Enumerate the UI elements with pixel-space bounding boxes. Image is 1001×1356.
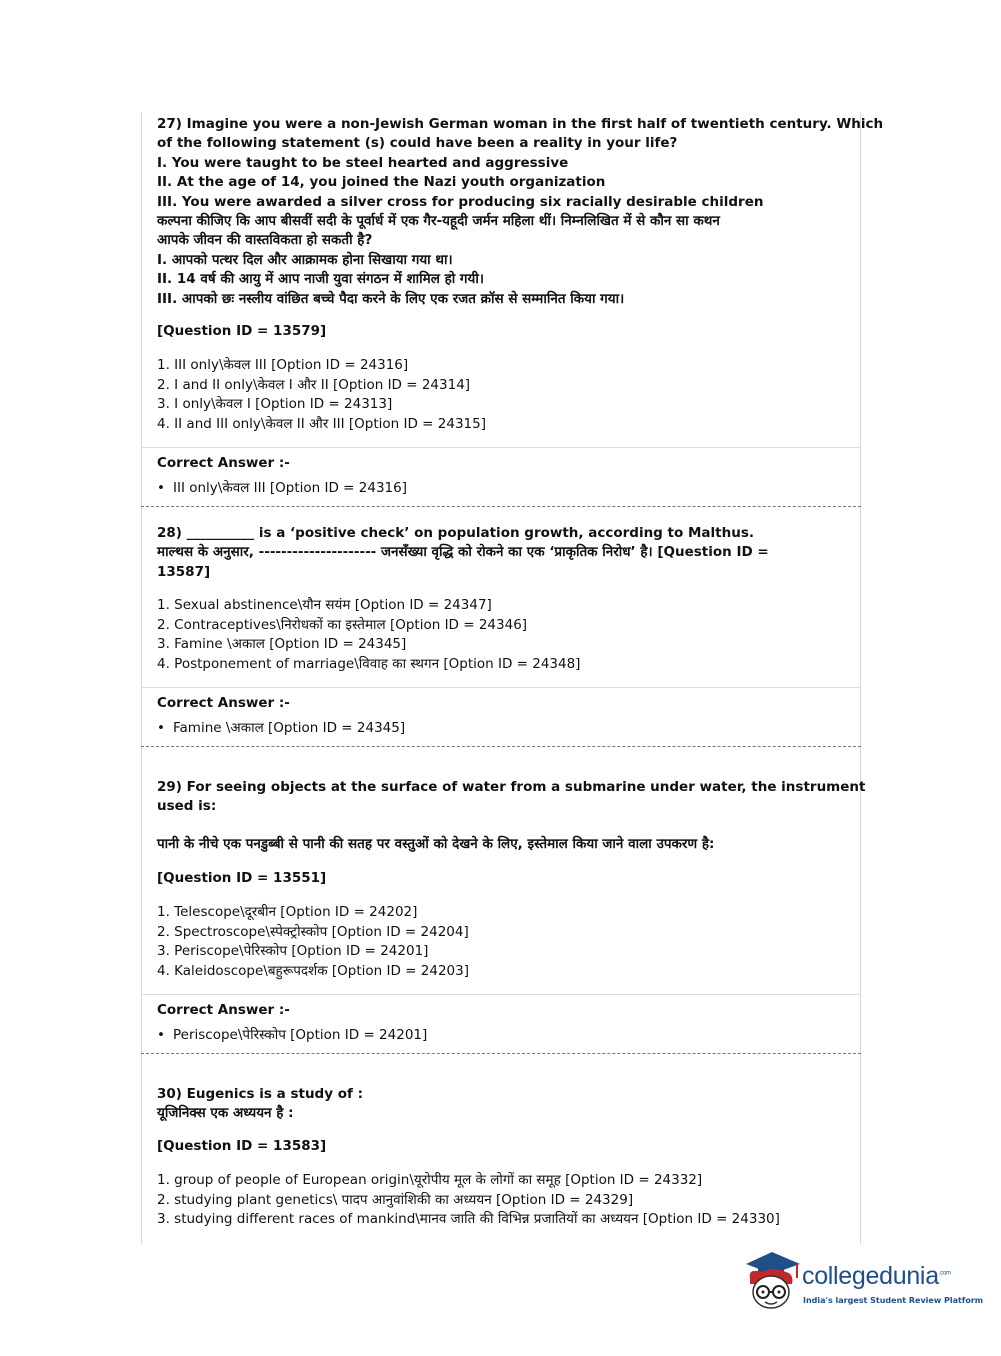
option-item: 2. I and II only\केवल I और II [Option ID = 24314] [157,376,471,393]
question-27-id: [Question ID = 13579] [157,323,327,339]
divider [141,687,861,688]
option-item: 2. studying plant genetics\ पादप आनुवांशिकी का अध्ययन [Option ID = 24329] [157,1191,634,1208]
question-line: II. 14 वर्ष की आयु में आप नाजी युवा संगठन में शामिल हो गयी। [157,271,484,288]
bullet-icon: • [157,480,165,496]
question-30-options [157,1171,847,1230]
question-28-text [157,524,847,582]
correct-answer-text: III only\केवल III [Option ID = 24316] [173,480,407,496]
question-line: 29) For seeing objects at the surface of water from a submarine under water, the instrument [157,779,866,795]
bullet-icon: • [157,720,165,736]
mascot-icon [742,1250,802,1316]
question-27-text [157,115,884,309]
question-30-text [157,1085,847,1124]
bullet-icon: • [157,1027,165,1043]
collegedunia-logo [742,1250,984,1316]
correct-answer-item [157,478,847,496]
option-item: 3. Famine \अकाल [Option ID = 24345] [157,636,407,652]
question-line: III. You were awarded a silver cross for producing six racially desirable children [157,193,764,210]
option-item: 1. Telescope\दूरबीन [Option ID = 24202] [157,904,418,920]
option-item: 1. Sexual abstinence\यौन सयंम [Option ID = 24347] [157,597,492,613]
option-item: 4. Kaleidoscope\बहुरूपदर्शक [Option ID = 24203] [157,962,469,979]
question-line: आपके जीवन की वास्तविकता हो सकती है? [157,232,373,249]
logo-tagline: India's largest Student Review Platform [803,1296,984,1305]
correct-answer-title: Correct Answer :- [157,455,290,471]
option-item: 3. studying different races of mankind\मानव जाति की विभिन्न प्रजातियों का अध्ययन [Option ID = 24330] [157,1211,780,1227]
correct-answer-text: Periscope\पेरिस्कोप [Option ID = 24201] [173,1027,428,1043]
correct-answer-title: Correct Answer :- [157,1002,290,1018]
correct-answer-item [157,718,847,736]
question-line: I. आपको पत्थर दिल और आक्रामक होना सिखाया गया था। [157,251,453,268]
correct-answer-item [157,1025,847,1043]
correct-answer-title: Correct Answer :- [157,695,290,711]
option-item: 3. I only\केवल I [Option ID = 24313] [157,396,393,412]
divider [141,447,861,448]
question-line: I. You were taught to be steel hearted and aggressive [157,154,569,171]
option-item: 4. II and III only\केवल II और III [Option ID = 24315] [157,415,486,432]
question-27-options [157,356,847,434]
option-item: 3. Periscope\पेरिस्कोप [Option ID = 24201] [157,943,429,959]
option-item: 4. Postponement of marriage\विवाह का स्थगन [Option ID = 24348] [157,655,581,672]
question-29-text [157,778,866,817]
option-item: 1. group of people of European origin\यूरोपीय मूल के लोगों का समूह [Option ID = 24332] [157,1172,703,1188]
option-item: 1. III only\केवल III [Option ID = 24316] [157,357,409,373]
logo-wordmark: collegedunia$^{.com}$ [802,1262,951,1290]
question-line: माल्थस के अनुसार, --------------------- जनसँख्या वृद्धि को रोकने का एक ‘प्राकृतिक निरोध’ है। [Question ID = [157,544,769,561]
question-line: 27) Imagine you were a non-Jewish German woman in the first half of twentieth century. Which [157,116,884,132]
question-29-options [157,903,847,981]
question-separator [141,506,861,507]
question-line: कल्पना कीजिए कि आप बीसवीं सदी के पूर्वार्ध में एक गैर-यहूदी जर्मन महिला थीं। निम्नलिखित में से कौन सा कथन [157,213,720,230]
question-28-options [157,596,847,674]
question-29-id: [Question ID = 13551] [157,870,327,886]
divider [141,994,861,995]
question-separator [141,746,861,747]
option-item: 2. Contraceptives\निरोधकों का इस्तेमाल [Option ID = 24346] [157,616,528,633]
question-line: II. At the age of 14, you joined the Nazi youth organization [157,174,606,191]
question-29-hindi [157,835,847,854]
question-line: III. आपको छः नस्लीय वांछित बच्चे पैदा करने के लिए एक रजत क्रॉस से सम्मानित किया गया। [157,290,625,307]
question-line: 28) __________ is a ‘positive check’ on population growth, according to Malthus. [157,525,754,541]
question-line: 30) Eugenics is a study of : [157,1086,363,1102]
correct-answer-text: Famine \अकाल [Option ID = 24345] [173,720,406,736]
question-line: पानी के नीचे एक पनडुब्बी से पानी की सतह पर वस्तुओं को देखने के लिए, इस्तेमाल किया जाने वाला उपकरण है: [157,836,715,852]
question-line: of the following statement (s) could have been a reality in your life? [157,135,678,152]
question-line: used is: [157,798,217,815]
question-line: यूजिनिक्स एक अध्ययन है : [157,1105,294,1122]
question-line: 13587] [157,563,211,580]
question-30-id: [Question ID = 13583] [157,1138,327,1154]
question-separator [141,1053,861,1054]
option-item: 2. Spectroscope\स्पेक्ट्रोस्कोप [Option ID = 24204] [157,923,469,940]
